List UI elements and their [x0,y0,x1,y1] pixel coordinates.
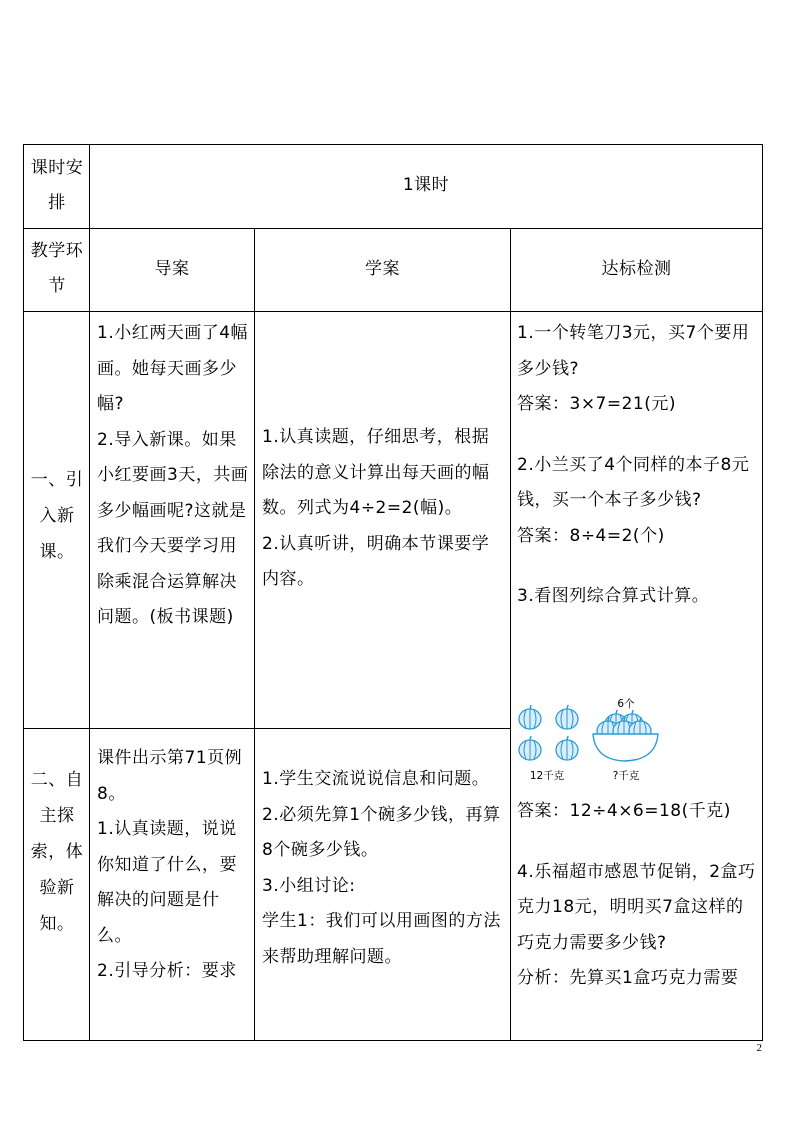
test-analysis-4: 分析：先算买1盒巧克力需要 [517,968,739,988]
col-header-guide: 导案 [154,259,190,279]
pumpkin-icon [556,705,578,729]
guide-paragraph: 2.引导分析：要求 [97,961,237,981]
test-column-lower [517,794,759,997]
guide-paragraph: 课件出示第71页例8。 [97,748,243,804]
pumpkin-icon [556,736,578,760]
study-paragraph: 3.小组讨论: [262,875,356,896]
pumpkin-icon [519,736,541,760]
section1-label: 一、引入新课。 [30,470,84,562]
guide-paragraph: 1.小红两天画了4幅画。她每天画多少幅? [97,323,249,414]
test-answer-2: 答案：8÷4=2(个) [517,525,665,546]
test-question-3: 3.看图列综合算式计算。 [517,586,710,606]
table-row-line [23,311,763,312]
study-paragraph: 1.学生交流说说信息和问题。 [262,769,490,789]
test-answer-1: 答案：3×7=21(元) [517,394,677,414]
pumpkin-figure [515,694,665,788]
guide-paragraph: 1.认真读题，说说你知道了什么，要解决的问题是什么。 [97,819,237,946]
schedule-label: 课时安排 [30,158,84,213]
section1-study [262,420,506,598]
bowl-icon [593,734,658,761]
study-paragraph: 1.认真读题，仔细思考，根据除法的意义计算出每天画的幅数。列式为4÷2=2(幅)。 [262,427,490,518]
section2-label: 二、自主探索，体验新知。 [30,770,84,934]
table-row-line [23,228,763,229]
table-border-top [23,144,763,145]
section1-guide [97,316,249,636]
test-column-upper [517,316,759,615]
pumpkin-icon [519,705,541,729]
test-question-2: 2.小兰买了4个同样的本子8元钱，买一个本子多少钱? [517,454,750,510]
col-header-study: 学案 [365,259,400,279]
table-row-line [23,728,511,729]
table-border-bottom [23,1040,763,1041]
schedule-value: 1课时 [402,175,450,195]
table-border-left [23,144,24,1041]
section2-study [262,762,506,975]
test-question-1: 1.一个转笔刀3元，买7个要用多少钱? [517,323,750,379]
page-number: 2 [756,1042,762,1054]
test-answer-3: 答案：12÷4×6=18(千克) [517,801,731,821]
section2-guide [97,741,249,990]
test-question-4: 4.乐福超市感恩节促销，2盒巧克力18元，明明买7盒这样的巧克力需要多少钱? [517,861,756,953]
table-border-right [762,144,763,1041]
col-header-test: 达标检测 [601,259,672,279]
study-paragraph: 2.必须先算1个碗多少钱，再算8个碗多少钱。 [262,804,501,860]
stage-label: 教学环节 [30,241,84,296]
table-col-line [510,228,511,1041]
study-paragraph: 学生1：我们可以用画图的方法来帮助理解问题。 [262,911,501,967]
figure-label-left: 12千克 [529,770,565,782]
guide-paragraph: 2.导入新课。如果小红要画3天，共画多少幅画呢?这就是我们今天要学习用除乘混合运算解决问题。(板书课题) [97,429,249,627]
table-col-line [254,228,255,1041]
study-paragraph: 2.认真听讲，明确本节课要学内容。 [262,533,490,589]
figure-label-top: 6个 [617,698,635,710]
figure-label-right: ?千克 [612,770,640,782]
